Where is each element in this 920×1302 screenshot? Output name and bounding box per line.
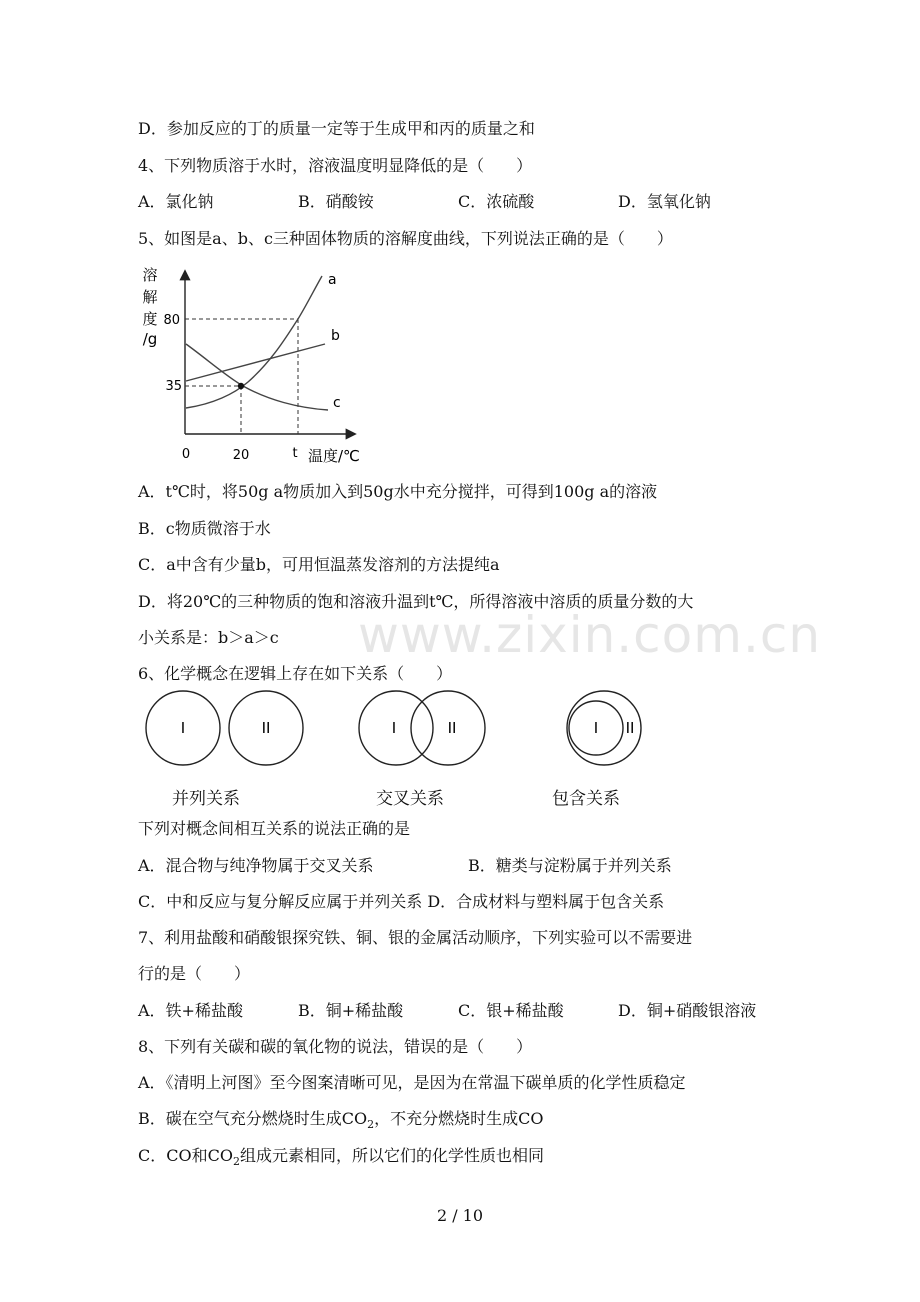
question-7-line1: 7、利用盐酸和硝酸银探究铁、铜、银的金属活动顺序，下列实验可以不需要进	[138, 928, 693, 947]
q4-option-c: C．浓硫酸	[458, 192, 535, 211]
q5-option-d-line1: D．将20℃的三种物质的饱和溶液升温到t℃，所得溶液中溶质的质量分数的大	[138, 592, 694, 611]
x-tick-20: 20	[232, 448, 250, 463]
q5-option-b: B．c物质微溶于水	[138, 519, 271, 538]
question-6: 6、化学概念在逻辑上存在如下关系（ ）	[138, 664, 453, 683]
solubility-chart	[138, 262, 378, 468]
svg-text:解: 解	[142, 288, 158, 306]
q6-option-a: A．混合物与纯净物属于交叉关系	[138, 856, 374, 875]
q8-option-c: C．CO和$CO_2$组成元素相同，所以它们的化学性质也相同	[138, 1146, 544, 1169]
intersect-label-2: II	[447, 719, 457, 737]
page-number: 2 / 10	[436, 1206, 484, 1225]
q7-option-b: B．铜+稀盐酸	[298, 1001, 404, 1020]
question-5: 5、如图是a、b、c三种固体物质的溶解度曲线，下列说法正确的是（ ）	[138, 229, 673, 248]
q4-option-a: A．氯化钠	[138, 192, 214, 211]
watermark: www.zixin.com.cn	[358, 606, 822, 664]
x-tick-t: t	[292, 446, 298, 461]
contain-label-2: II	[625, 719, 635, 737]
q4-option-d: D．氢氧化钠	[618, 192, 711, 211]
q6-option-b: B．糖类与淀粉属于并列关系	[468, 856, 672, 875]
question-7-line2: 行的是（ ）	[138, 964, 251, 983]
curve-a	[186, 276, 322, 408]
svg-text:/g: /g	[142, 330, 158, 348]
svg-text:度: 度	[142, 310, 158, 328]
question-8: 8、下列有关碳和碳的氧化物的说法，错误的是（ ）	[138, 1037, 533, 1056]
parallel-label-2: II	[261, 719, 271, 737]
q5-option-d-line2: 小关系是：b＞a＞c	[138, 628, 279, 647]
q4-option-b: B．硝酸铵	[298, 192, 374, 211]
label-intersect: 交叉关系	[376, 789, 444, 809]
q6-options-row2: C．中和反应与复分解反应属于并列关系 D．合成材料与塑料属于包含关系	[138, 892, 665, 911]
x-tick-0: 0	[181, 447, 191, 462]
question-4: 4、下列物质溶于水时，溶液温度明显降低的是（ ）	[138, 156, 533, 175]
q7-option-a: A．铁+稀盐酸	[138, 1001, 243, 1020]
relation-diagrams	[138, 690, 658, 780]
intersect-label-1: I	[391, 719, 397, 737]
q7-option-d: D．铜+硝酸银溶液	[618, 1001, 757, 1020]
series-label-c: c	[333, 395, 341, 411]
label-parallel: 并列关系	[172, 789, 240, 809]
q5-option-c: C．a中含有少量b，可用恒温蒸发溶剂的方法提纯a	[138, 555, 500, 574]
series-label-b: b	[331, 328, 340, 344]
label-contain: 包含关系	[552, 789, 620, 809]
series-label-a: a	[328, 272, 337, 288]
contain-label-1: I	[593, 719, 599, 737]
q8-option-a: A．《清明上河图》至今图案清晰可见，是因为在常温下碳单质的化学性质稳定	[138, 1073, 686, 1092]
x-axis-label: 温度/℃	[308, 447, 360, 465]
q3-option-d: D．参加反应的丁的质量一定等于生成甲和丙的质量之和	[138, 119, 535, 138]
y-tick-35: 35	[165, 379, 182, 394]
curve-c	[186, 344, 328, 410]
q6-stem: 下列对概念间相互关系的说法正确的是	[138, 819, 411, 838]
y-axis-label: 溶	[142, 266, 158, 284]
intersection-point	[238, 383, 244, 389]
y-tick-80: 80	[163, 313, 180, 328]
q7-option-c: C．银+稀盐酸	[458, 1001, 564, 1020]
q5-option-a: A．t℃时，将50g a物质加入到50g水中充分搅拌，可得到100g a的溶液	[138, 482, 658, 501]
parallel-label-1: I	[180, 719, 186, 737]
q8-option-b: B．碳在空气充分燃烧时生成$CO_2$，不充分燃烧时生成CO	[138, 1109, 544, 1132]
